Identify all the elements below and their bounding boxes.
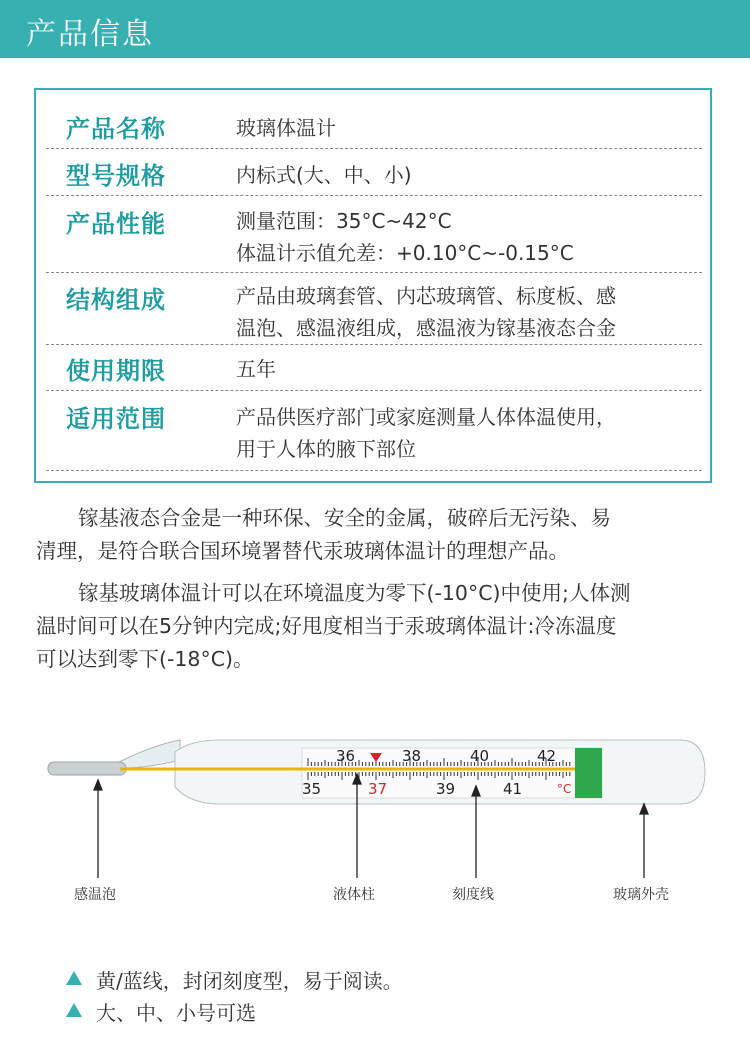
scale-bottom-label: 39 bbox=[436, 780, 456, 798]
spec-row bbox=[46, 148, 702, 196]
spec-value bbox=[236, 280, 616, 344]
scale-top-label: 36 bbox=[336, 747, 356, 765]
feature-item bbox=[96, 997, 256, 1026]
callout-tick-label: 刻度线 bbox=[452, 887, 494, 903]
paragraph-line: 镓基液态合金是一种环保、安全的金属，破碎后无污染、易 bbox=[78, 506, 611, 530]
header-bar bbox=[0, 0, 750, 58]
paragraph-line: 温时间可以在5分钟内完成;好甩度相当于汞玻璃体温计:冷冻温度 bbox=[36, 614, 617, 638]
spec-value bbox=[236, 401, 616, 465]
spec-row bbox=[46, 90, 702, 149]
spec-value-line: 测量范围：35°C~42°C bbox=[236, 209, 452, 233]
paragraph-line: 可以达到零下(-18°C)。 bbox=[36, 647, 254, 671]
triangle-bullet-icon bbox=[66, 971, 82, 985]
feature-text: 大、中、小号可选 bbox=[96, 1001, 256, 1025]
triangle-bullet-icon bbox=[66, 1003, 82, 1017]
spec-value-line: 内标式(大、中、小) bbox=[236, 163, 412, 187]
spec-value-line: 五年 bbox=[236, 357, 276, 381]
spec-row bbox=[46, 390, 702, 471]
bulb-shape bbox=[48, 762, 126, 775]
spec-value bbox=[236, 112, 336, 144]
page-title: 产品信息 bbox=[26, 17, 154, 52]
scale-top-label: 38 bbox=[402, 747, 422, 765]
feature-item bbox=[96, 965, 403, 994]
spec-row bbox=[46, 272, 702, 345]
spec-label: 适用范围 bbox=[66, 405, 166, 433]
spec-label: 产品名称 bbox=[66, 115, 166, 143]
scale-top-label: 42 bbox=[537, 747, 557, 765]
scale-bottom-label: 41 bbox=[503, 780, 523, 798]
spec-value bbox=[236, 353, 276, 385]
unit-label: °C bbox=[557, 782, 572, 796]
thermometer-diagram bbox=[40, 722, 720, 912]
paragraph-line: 清理，是符合联合国环境署替代汞玻璃体温计的理想产品。 bbox=[36, 539, 569, 563]
spec-label: 结构组成 bbox=[66, 286, 166, 314]
callout-bulb-label: 感温泡 bbox=[74, 887, 116, 903]
callout-liquid-label: 液体柱 bbox=[333, 887, 375, 903]
scale-bottom-label: 37 bbox=[368, 780, 388, 798]
spec-value bbox=[236, 205, 574, 269]
paragraph-alloy bbox=[36, 502, 716, 568]
scale-top-label: 40 bbox=[470, 747, 490, 765]
paragraph-line: 镓基玻璃体温计可以在环境温度为零下(-10°C)中使用;人体测 bbox=[78, 581, 631, 605]
spec-value-line: 玻璃体温计 bbox=[236, 116, 336, 140]
callout-arrow bbox=[94, 780, 102, 790]
spec-value-line: 产品由玻璃套管、内芯玻璃管、标度板、感 bbox=[236, 284, 616, 308]
spec-value-line: 温泡、感温液组成，感温液为镓基液态合金 bbox=[236, 316, 616, 340]
spec-value bbox=[236, 159, 412, 191]
paragraph-usage bbox=[36, 577, 716, 676]
spec-table bbox=[34, 88, 712, 483]
spec-label: 型号规格 bbox=[66, 162, 166, 190]
spec-label: 产品性能 bbox=[66, 210, 166, 238]
spec-row bbox=[46, 195, 702, 273]
callout-arrow bbox=[640, 804, 648, 814]
spec-row bbox=[46, 344, 702, 391]
spec-value-line: 体温计示值允差：+0.10°C~-0.15°C bbox=[236, 241, 574, 265]
spec-value-line: 产品供医疗部门或家庭测量人体体温使用， bbox=[236, 405, 616, 429]
feature-text: 黄/蓝线，封闭刻度型，易于阅读。 bbox=[96, 969, 403, 993]
callout-shell-label: 玻璃外壳 bbox=[613, 887, 669, 903]
green-band bbox=[575, 748, 602, 798]
spec-label: 使用期限 bbox=[66, 357, 166, 385]
scale-bottom-label: 35 bbox=[302, 780, 322, 798]
spec-value-line: 用于人体的腋下部位 bbox=[236, 437, 416, 461]
